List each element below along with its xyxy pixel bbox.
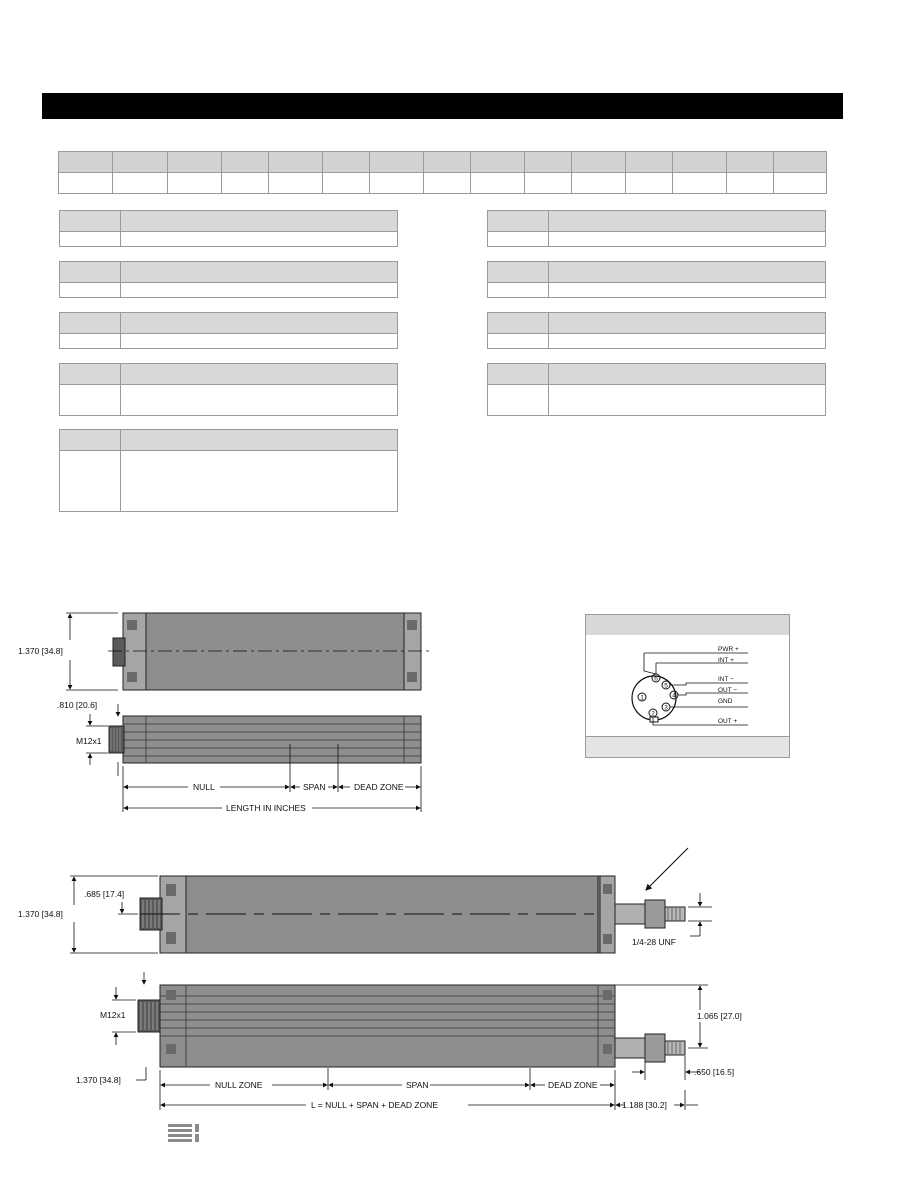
logo-icon <box>168 1124 202 1144</box>
span-label: SPAN <box>406 1080 429 1090</box>
pin-label-out-plus: OUT + <box>718 718 738 725</box>
bottom-half-height-dim: .685 [17.4] <box>84 889 125 899</box>
length-formula: L = NULL + SPAN + DEAD ZONE <box>311 1100 438 1110</box>
pin-1-number: 1 <box>640 694 644 702</box>
top-span-label: SPAN <box>303 782 326 792</box>
pin-label-int-plus: INT + <box>718 657 734 664</box>
null-zone-label: NULL ZONE <box>215 1080 263 1090</box>
top-connector-label: M12x1 <box>76 736 102 746</box>
top-dead-label: DEAD ZONE <box>354 782 404 792</box>
bottom-height-dim-lower: 1.370 [34.8] <box>76 1075 121 1085</box>
end-dim: 1.188 [30.2] <box>622 1100 667 1110</box>
bottom-connector-label: M12x1 <box>100 1010 126 1020</box>
top-null-label: NULL <box>193 782 215 792</box>
thread-label: 1/4-28 UNF <box>632 937 676 947</box>
pin-label-pwr: PWR + <box>718 646 739 653</box>
dead-zone-label: DEAD ZONE <box>548 1080 598 1090</box>
top-length-label: LENGTH IN INCHES <box>226 803 306 813</box>
pin-5-number: 5 <box>664 682 668 690</box>
top-height-dim-text: 1.370 [34.8] <box>18 646 63 656</box>
rod-dim: .650 [16.5] <box>694 1067 735 1077</box>
pin-4-number: 4 <box>672 692 676 700</box>
pin-label-out-minus: OUT − <box>718 687 738 694</box>
pin-label-gnd: GND <box>718 698 733 705</box>
pin-label-int-minus: INT − <box>718 676 734 683</box>
top-offset-dim-text: .810 [20.6] <box>57 700 98 710</box>
pin-6-number: 6 <box>654 675 658 683</box>
top-side-view <box>109 716 421 763</box>
pin-2-number: 2 <box>651 710 655 718</box>
top-height-dimension <box>66 613 118 690</box>
callout-arrow <box>646 848 688 890</box>
bottom-side-view <box>138 985 685 1067</box>
bottom-height-dim: 1.370 [34.8] <box>18 909 63 919</box>
rod-height-dim: 1.065 [27.0] <box>697 1011 742 1021</box>
top-front-view <box>108 613 430 690</box>
bottom-front-view <box>140 876 685 953</box>
pin-3-number: 3 <box>664 704 668 712</box>
